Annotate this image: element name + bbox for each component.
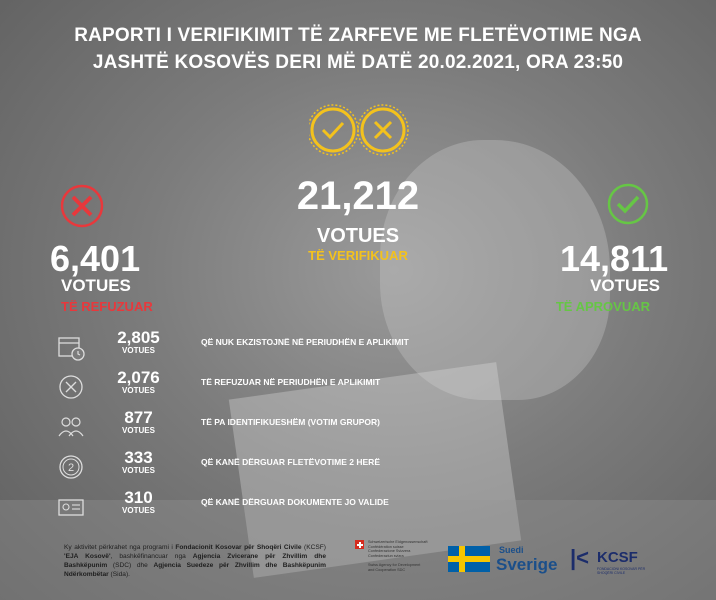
approved-status: TË APROVUAR bbox=[555, 299, 650, 314]
verified-status: TË VERIFIKUAR bbox=[308, 248, 408, 263]
x-circle-icon bbox=[56, 372, 86, 402]
sdc-logo-text: Schweizerische Eidgenossenschaft Confédération suisse Confederazione Svizzera Confederaziun svizra Swiss Agency for Development and Cooperation SDC bbox=[368, 540, 428, 572]
description: TË REFUZUAR NË PERIUDHËN E APLIKIMIT bbox=[201, 377, 381, 387]
swiss-flag-icon bbox=[355, 540, 364, 549]
sdc-logo bbox=[355, 540, 435, 580]
unit: VOTUES bbox=[122, 466, 155, 475]
kcsf-subtext: FONDACIONI KOSOVAR PËR SHOQËRI CIVILE bbox=[597, 567, 646, 575]
sweden-flag-icon bbox=[448, 546, 490, 572]
kcsf-text: KCSF bbox=[597, 549, 638, 566]
check-circle-icon bbox=[607, 183, 649, 225]
approved-unit: VOTUES bbox=[590, 276, 660, 295]
x-circle-icon bbox=[60, 184, 104, 228]
rejected-status: TË REFUZUAR bbox=[61, 299, 153, 314]
rejected-count: 6,401 bbox=[50, 238, 141, 279]
group-icon bbox=[56, 412, 86, 442]
verified-count: 21,212 bbox=[296, 174, 420, 218]
kcsf-logo bbox=[570, 543, 650, 578]
rejected-unit: VOTUES bbox=[61, 276, 131, 295]
description: QË KANË DËRGUAR DOKUMENTE JO VALIDE bbox=[201, 497, 389, 507]
sweden-logo-text: Sverige bbox=[496, 555, 558, 574]
description: QË NUK EKZISTOJNË NË PERIUDHËN E APLIKIMIT bbox=[201, 337, 409, 347]
check-circle-icon bbox=[309, 105, 358, 155]
count: 877 bbox=[124, 408, 153, 427]
verified-unit: VOTUES bbox=[316, 225, 400, 247]
approved-count: 14,811 bbox=[560, 238, 669, 279]
calendar-clock-icon bbox=[56, 332, 86, 362]
count: 2,076 bbox=[117, 368, 160, 387]
title-line-2: JASHTË KOSOVËS DERI MË DATË 20.02.2021, ORA 23:50 bbox=[92, 52, 624, 73]
count: 2,805 bbox=[117, 328, 160, 347]
title-line-1: RAPORTI I VERIFIKIMIT TË ZARFEVE ME FLETËVOTIME NGA bbox=[74, 25, 642, 46]
description: QË KANË DËRGUAR FLETËVOTIME 2 HERË bbox=[201, 457, 380, 467]
unit: VOTUES bbox=[122, 426, 155, 435]
verified-icons bbox=[309, 100, 409, 160]
count: 310 bbox=[124, 488, 153, 507]
count: 333 bbox=[124, 448, 153, 467]
unit: VOTUES bbox=[122, 506, 155, 515]
id-card-icon bbox=[56, 492, 86, 522]
svg-text:2: 2 bbox=[67, 462, 75, 474]
unit: VOTUES bbox=[122, 386, 155, 395]
x-circle-icon bbox=[358, 105, 408, 155]
sweden-logo-small: Suedi bbox=[499, 545, 524, 555]
kcsf-mark: |< bbox=[570, 545, 590, 570]
footer-funding-note: Ky aktivitet përkrahet nga programi i Fondacionit Kosovar për Shoqëri Civile (KCSF) 'EJA Kosovë', bashkëfinancuar nga Agjencia Zvicerane për Zhvillim dhe Bashkëpunim (SDC) dhe Agjencia Suedeze për Zhvillim dhe Bashkëpunim Ndërkombëtar (Sida). bbox=[64, 544, 326, 578]
description: TË PA IDENTIFIKUESHËM (VOTIM GRUPOR) bbox=[201, 417, 380, 427]
number-2-icon bbox=[56, 452, 86, 482]
unit: VOTUES bbox=[122, 346, 155, 355]
page-title bbox=[0, 22, 716, 76]
